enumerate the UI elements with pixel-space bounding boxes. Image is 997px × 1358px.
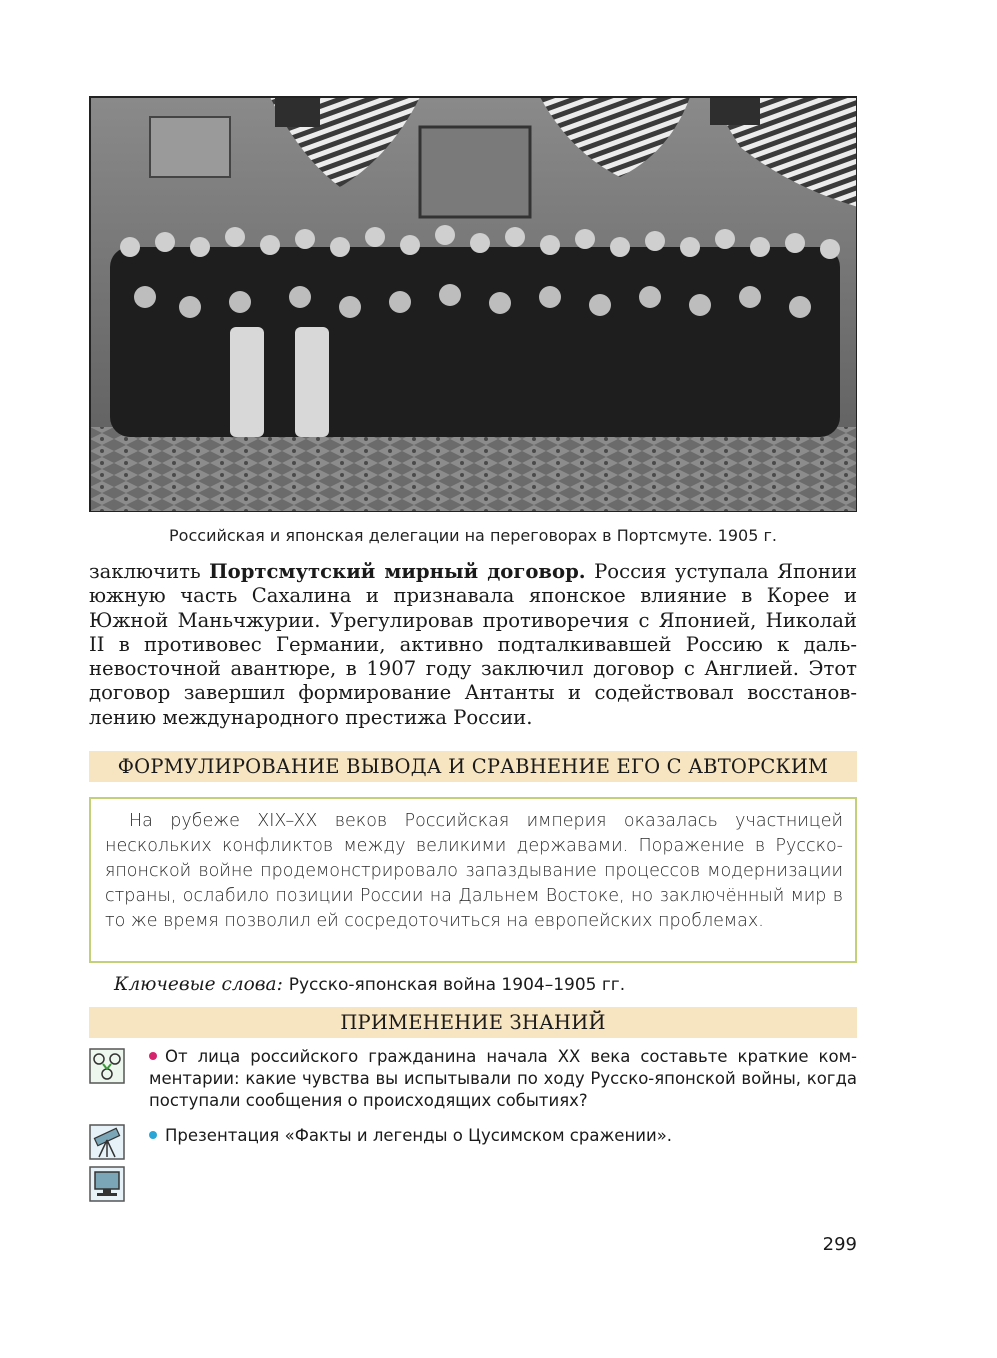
keywords-value: Русско-японская война 1904–1905 гг. xyxy=(288,975,626,995)
body-text-rest: Россия уступала Японии южную часть Сахалина и признавала японское влияние в Корее и Южной Маньчжурии. Урегулировав противоречия с Японией, Николай II в противовес Германии, активно подталкивавшей Россию к дальневосточной авантюре, в 1907 году заключил договор с Англией. Этот договор завершил формирование Антанты и содействовал восстановлению международного престижа России. xyxy=(89,560,858,729)
keywords-line xyxy=(114,973,854,997)
historical-photo xyxy=(89,96,857,512)
body-text-start: заключить xyxy=(89,560,210,583)
section-heading-conclusion: ФОРМУЛИРОВАНИЕ ВЫВОДА И СРАВНЕНИЕ ЕГО С АВТОРСКИМ xyxy=(89,751,857,782)
photo-illustration xyxy=(90,97,857,512)
conclusion-box xyxy=(89,797,857,963)
conclusion-text: На рубеже XIX–XX веков Российская империя оказалась участницей нескольких конфликтов между великими державами. Поражение в Русско-японской войне продемонстрировало запаздывание процессов модернизации страны, ослабило позиции России на Дальнем Востоке, но заключённый мир в то же время позволил ей сосредоточиться на европейских проблемах. xyxy=(105,811,843,931)
bullet-icon xyxy=(149,1052,157,1060)
photo-caption: Российская и японская делегации на переговорах в Портсмуте. 1905 г. xyxy=(169,526,777,545)
body-bold-term: Портсмутский мирный договор. xyxy=(209,560,586,583)
telescope-icon xyxy=(89,1124,125,1156)
discussion-icon xyxy=(89,1048,125,1080)
keywords-label: Ключевые слова: xyxy=(114,974,283,995)
computer-icon xyxy=(89,1166,125,1198)
task-text-2: Презентация «Факты и легенды о Цусимском сражении». xyxy=(165,1126,673,1145)
bullet-icon xyxy=(149,1131,157,1139)
section-heading-application: ПРИМЕНЕНИЕ ЗНАНИЙ xyxy=(89,1007,857,1038)
task-item-2 xyxy=(149,1125,857,1147)
task-item-1 xyxy=(149,1046,857,1112)
body-paragraph xyxy=(89,560,857,730)
task-text-1: От лица российского гражданина начала XX века составьте краткие комментарии: какие чувства вы испытывали по ходу Русско-японской войны, когда поступали сообщения о происходящих событиях? xyxy=(149,1047,857,1110)
page-number: 299 xyxy=(822,1234,857,1255)
